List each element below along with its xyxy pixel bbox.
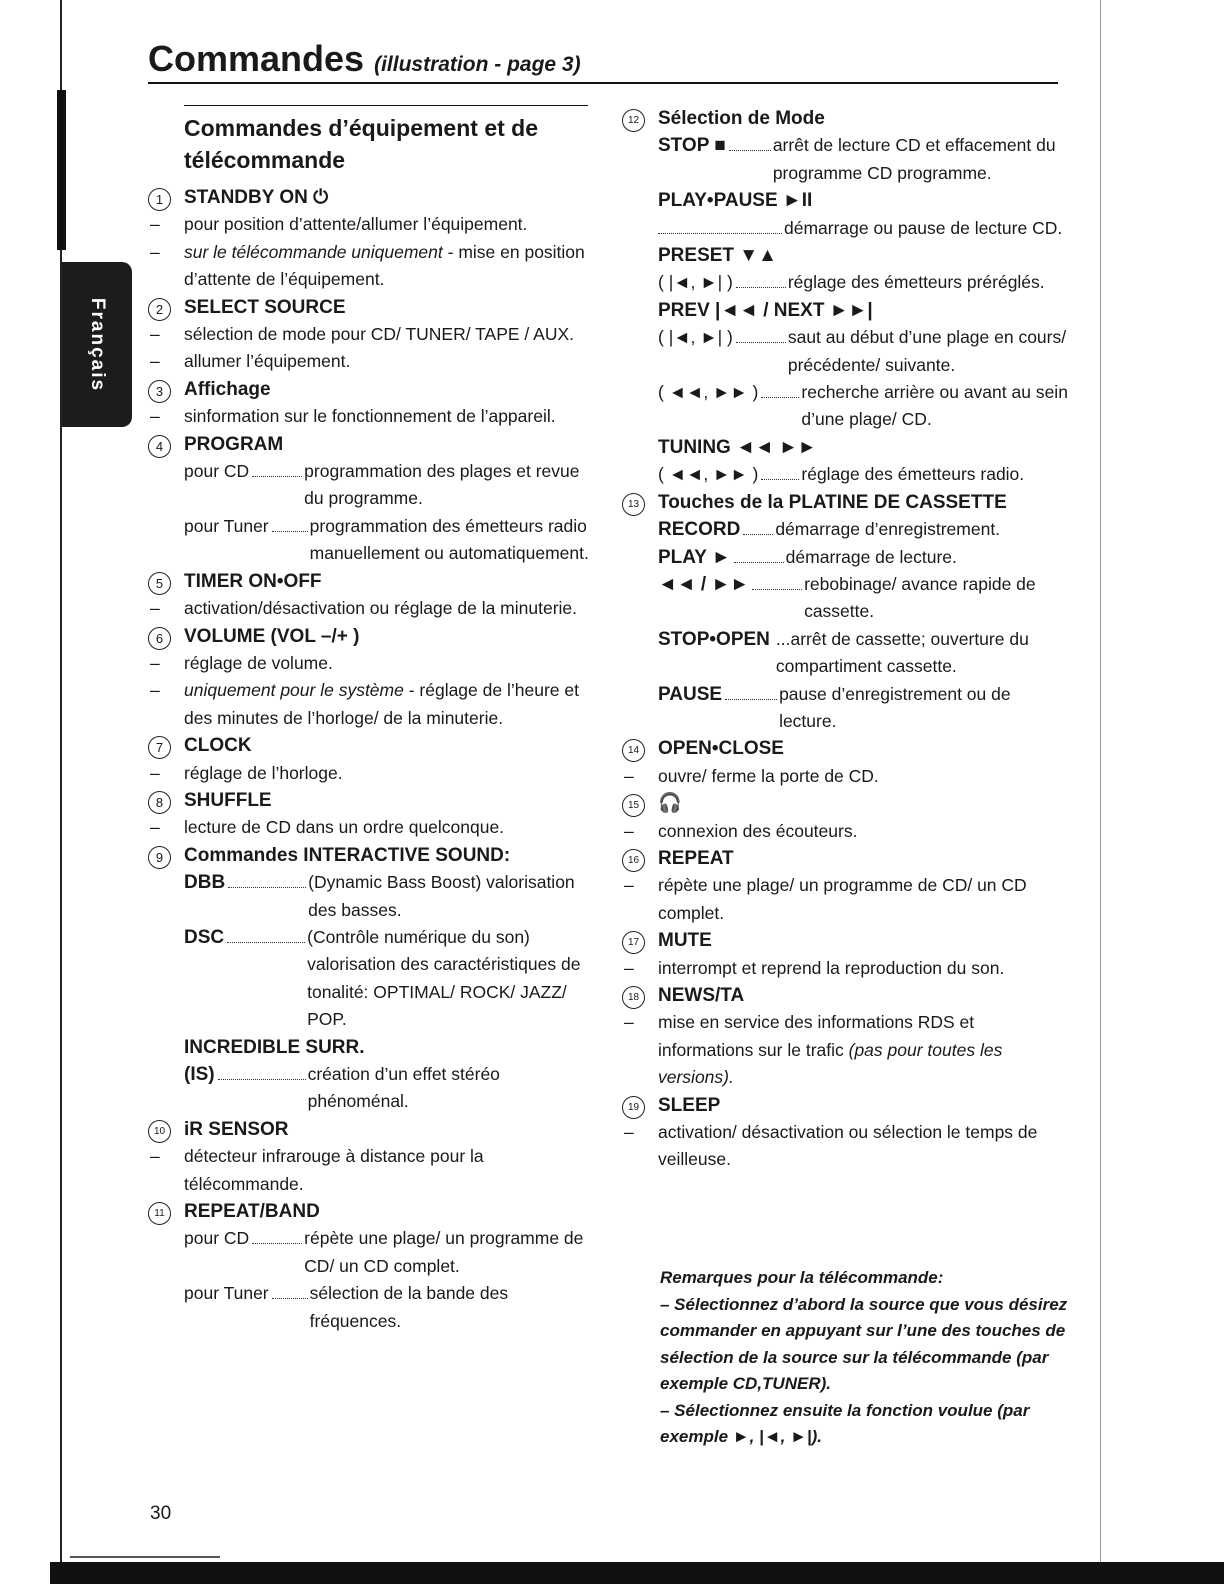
kv-key: PAUSE [658,683,723,705]
kv-value: démarrage d’enregistrement. [775,519,1001,540]
item-desc: – réglage de volume. [146,650,596,677]
item-desc [620,1009,1070,1091]
item-label: Commandes INTERACTIVE SOUND: [184,844,511,866]
kv-value: pause d’enregistrement ou de lecture. [779,683,1011,731]
item-number: 4 [148,435,171,458]
kv-row [620,215,1070,242]
item-label: SELECT SOURCE [184,296,346,318]
leader-dots [743,516,773,535]
kv-row [620,681,1070,736]
item-label-prefix: Touches de la [658,491,789,513]
sub-heading: PLAY•PAUSE ►II [658,190,813,212]
item-number: 3 [148,380,171,403]
item-number: 8 [148,791,171,814]
item-volume [146,623,596,650]
item-desc: – lecture de CD dans un ordre quelconque. [146,814,596,841]
kv-key: ( ◄◄, ►► ) [658,382,759,403]
note-title: Remarques pour la télécommande: [660,1268,944,1287]
kv-row [620,324,1070,379]
item-desc: – ouvre/ ferme la porte de CD. [620,763,1070,790]
item-desc [146,239,596,294]
item-number: 7 [148,736,171,759]
item-desc: – détecteur infrarouge à distance pour la télécommande. [146,1143,596,1198]
kv-value: saut au début d’une plage en cours/ précédente/ suivante. [787,327,1067,375]
sub-heading: TUNING ◄◄ ►► [658,436,817,458]
kv-row [620,132,1070,187]
page-number: 30 [150,1503,172,1524]
kv-value: réglage des émetteurs radio. [801,464,1025,485]
leader-dots [734,544,784,563]
kv-row [620,269,1070,296]
item-desc: – réglage de l’horloge. [146,760,596,787]
item-label: REPEAT [658,847,734,869]
kv-value: programmation des émetteurs radio manuellement ou automatiquement. [309,515,589,564]
item-label: REPEAT/BAND [184,1201,320,1223]
item-label: TIMER ON•OFF [184,570,322,592]
kv-row [620,379,1070,434]
item-label: NEWS/TA [658,985,745,1006]
item-number: 18 [622,986,645,1009]
page-title-main: Commandes [148,38,365,79]
kv-value: répète une plage/ un programme de CD/ un CD complet. [304,1228,584,1276]
kv-row [146,1280,596,1335]
item-number: 11 [148,1202,171,1225]
kv-key: ( |◄, ►| ) [658,327,733,348]
leader-dots [752,571,802,590]
language-tab-label: Français [87,297,108,392]
item-desc: – allumer l’équipement. [146,348,596,375]
kv-value: création d’un effet stéréo phénoménal. [307,1064,500,1112]
kv-key: pour CD [184,1228,250,1249]
kv-key: DSC [184,926,225,948]
leader-dots [252,458,302,477]
item-label: MUTE [658,930,712,952]
item-desc: – sélection de mode pour CD/ TUNER/ TAPE / AUX. [146,321,596,348]
leader-dots [729,132,771,151]
remote-notes [660,1265,1070,1451]
leader-dots [736,324,786,343]
kv-value: (Dynamic Bass Boost) valorisation des basses. [308,872,575,920]
desc-italic: uniquement pour le système [184,680,404,701]
item-desc: – pour position d’attente/allumer l’équipement. [146,211,596,238]
leader-dots [736,269,786,288]
item-number: 5 [148,572,171,595]
leader-dots [272,513,308,532]
scan-mark [57,90,66,250]
item-label: Affichage [184,378,271,400]
kv-key: pour Tuner [184,515,269,536]
item-clock [146,732,596,759]
item-open-close [620,735,1070,762]
item-desc: – connexion des écouteurs. [620,818,1070,845]
kv-row [146,1225,596,1280]
scan-edge-right [1100,0,1101,1584]
kv-row [620,571,1070,626]
item-label: VOLUME (VOL –/+ ) [184,625,360,647]
leader-dots [725,681,777,700]
item-label: SHUFFLE [184,789,272,811]
title-rule [148,82,1058,84]
kv-key: STOP ■ [658,135,726,157]
item-label: PROGRAM [184,433,284,455]
headphones-icon: 🎧 [658,793,682,815]
item-desc [146,677,596,732]
item-label: Sélection de Mode [658,108,825,129]
sub-heading: PREV |◄◄ / NEXT ►►| [658,299,873,321]
item-program [146,431,596,458]
leader-dots [761,461,799,480]
item-number: 19 [622,1096,645,1119]
note-line: – Sélectionnez d’abord la source que vous désirez commander en appuyant sur l’une des touches de sélection de la source sur la télécommande (par exemple CD,TUNER). [660,1294,1068,1393]
item-number: 10 [148,1120,171,1143]
item-desc: – activation/désactivation ou réglage de la minuterie. [146,595,596,622]
item-number: 9 [148,846,171,869]
scan-bottom-bar [50,1562,1224,1584]
desc-italic: sur le télécommande uniquement [184,241,443,262]
leader-dots [252,1225,302,1244]
item-label: STANDBY ON ⏻ [184,187,329,208]
kv-key: ◄◄ / ►► [658,573,750,595]
page-title-sub: (illustration - page 3) [374,53,581,76]
item-repeat-band [146,1198,596,1225]
item-headphones [620,790,1070,817]
item-label: iR SENSOR [184,1118,289,1140]
kv-value: sélection de la bande des fréquences. [309,1283,509,1331]
kv-key: ( |◄, ►| ) [658,272,733,293]
kv-value: rebobinage/ avance rapide de cassette. [804,573,1036,622]
item-label: SLEEP [658,1094,721,1116]
kv-value: recherche arrière ou avant au sein d’une plage/ CD. [801,382,1068,430]
left-column [146,105,596,1335]
item-ir-sensor [146,1116,596,1143]
item-label: CLOCK [184,735,252,757]
leader-dots [761,379,799,398]
kv-value: arrêt de lecture CD et effacement du programme CD programme. [772,135,1056,183]
scan-bottom-line [70,1556,220,1558]
item-number: 15 [622,794,645,817]
right-column [620,105,1070,1174]
kv-value: démarrage ou pause de lecture CD. [784,217,1063,238]
desc-text: - réglage de l’heure et des minutes de l’horloge/ de la minuterie. [184,680,579,728]
kv-row [146,1061,596,1116]
kv-row [146,869,596,924]
item-desc: – activation/ désactivation ou sélection le temps de veilleuse. [620,1119,1070,1174]
sub-heading: PRESET ▼▲ [658,245,777,267]
item-mode-selection [620,105,1070,132]
item-number: 12 [622,109,645,132]
item-sleep [620,1092,1070,1119]
item-number: 14 [622,739,645,762]
leader-dots [227,924,305,943]
item-desc: – répète une plage/ un programme de CD/ un CD complet. [620,872,1070,927]
item-number: 16 [622,849,645,872]
item-select-source [146,294,596,321]
desc-italic: (pas pour toutes les versions). [658,1039,1003,1088]
kv-key: pour CD [184,461,250,482]
leader-dots [218,1061,306,1080]
desc-text: - mise en position d’attente de l’équipement. [184,241,585,290]
item-timer [146,568,596,595]
item-repeat [620,845,1070,872]
item-desc: – interrompt et reprend la reproduction du son. [620,955,1070,982]
section-title: Commandes d’équipement et de télécommande [184,105,588,176]
item-shuffle [146,787,596,814]
item-affichage [146,376,596,403]
item-desc: – sinformation sur le fonctionnement de l’appareil. [146,403,596,430]
item-news-ta [620,982,1070,1009]
kv-row [146,458,596,513]
item-number: 6 [148,627,171,650]
kv-row [620,516,1070,543]
item-label: PLATINE DE CASSETTE [788,491,1007,513]
leader-dots [272,1280,308,1299]
item-number: 13 [622,493,645,516]
page-title [148,38,581,80]
kv-row [146,924,596,1034]
kv-value: ...arrêt de cassette; ouverture du compartiment cassette. [775,628,1029,677]
kv-key: RECORD [658,519,741,541]
kv-key: STOP•OPEN [658,628,770,650]
item-mute [620,927,1070,954]
kv-row [620,626,1070,681]
kv-key: pour Tuner [184,1283,269,1304]
item-label: OPEN•CLOSE [658,738,784,760]
kv-key: DBB [184,872,226,894]
language-tab [62,262,132,427]
item-number: 17 [622,931,645,954]
item-number: 2 [148,298,171,321]
desc-text: mise en service des informations RDS et informations sur le trafic [658,1012,975,1060]
sub-heading: INCREDIBLE SURR. [184,1036,365,1058]
kv-key: (IS) [184,1064,215,1085]
kv-key: PLAY ► [658,546,731,568]
leader-dots [658,215,782,234]
kv-row [620,461,1070,488]
item-standby [146,184,596,211]
kv-value: réglage des émetteurs préréglés. [787,272,1045,293]
item-cassette [620,489,1070,516]
item-number: 1 [148,188,171,211]
kv-row [620,544,1070,571]
note-line: – Sélectionnez ensuite la fonction voulue (par exemple ►, |◄, ►|). [660,1400,1030,1446]
item-interactive-sound [146,842,596,869]
kv-value: programmation des plages et revue du programme. [304,461,580,509]
kv-row [146,513,596,568]
kv-key: ( ◄◄, ►► ) [658,464,759,485]
kv-value: (Contrôle numérique du son) valorisation des caractéristiques de tonalité: OPTIMAL/ ROCK/ JAZZ/ POP. [307,926,581,1030]
kv-value: démarrage de lecture. [785,546,957,567]
leader-dots [228,869,306,888]
